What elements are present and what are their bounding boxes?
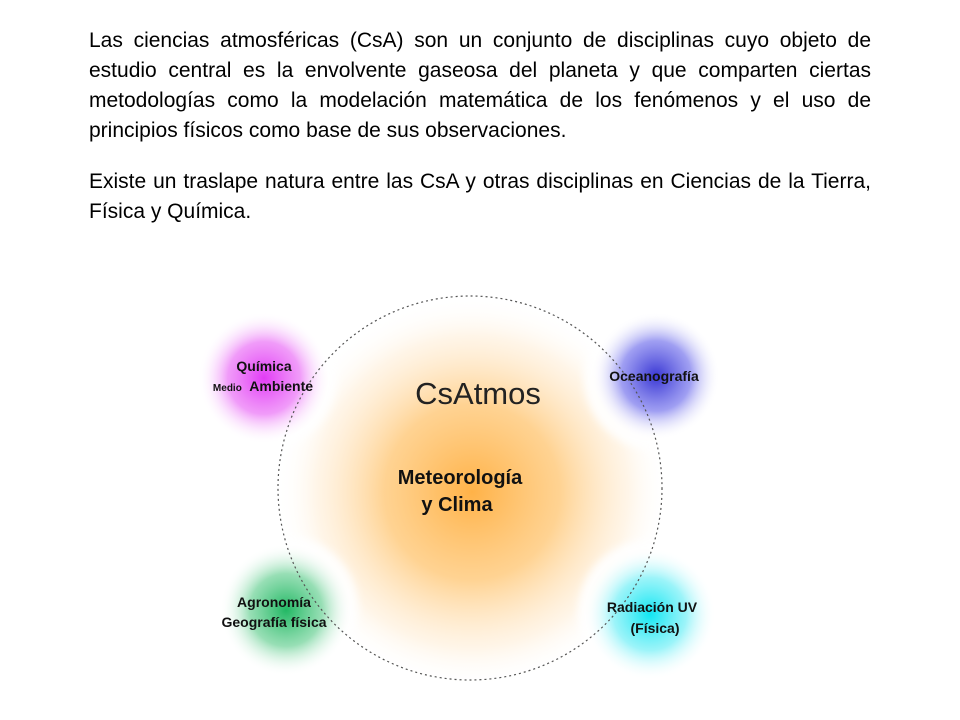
radiacion-label: Radiación UV — [606, 599, 698, 615]
medio-label: Medio — [212, 383, 242, 394]
center-label-line2: y Clima — [421, 494, 493, 516]
fisica-label: (Física) — [630, 620, 680, 636]
ambiente-label: Ambiente — [249, 378, 314, 394]
diagram-title: CsAtmos — [415, 376, 541, 411]
agronomia-label: Agronomía — [237, 594, 311, 610]
agronomia-blob — [220, 544, 352, 676]
geografia-label: Geografía física — [221, 614, 327, 630]
center-label-line1: Meteorología — [397, 467, 523, 489]
paragraph-overlap: Existe un traslape natura entre las CsA y otras disciplinas en Ciencias de la Tierra, Física y Química. — [89, 170, 871, 223]
paragraph-definition: Las ciencias atmosféricas (CsA) son un conjunto de disciplinas cuyo objeto de estudio central es la envolvente gaseosa del planeta y que comparten ciertas metodologías como la modelación matemática de los fenómenos y el uso de principios físicos como base de sus observaciones. — [89, 29, 871, 142]
oceanografia-label: Oceanografía — [609, 368, 699, 384]
quimica-label: Química — [236, 358, 292, 374]
